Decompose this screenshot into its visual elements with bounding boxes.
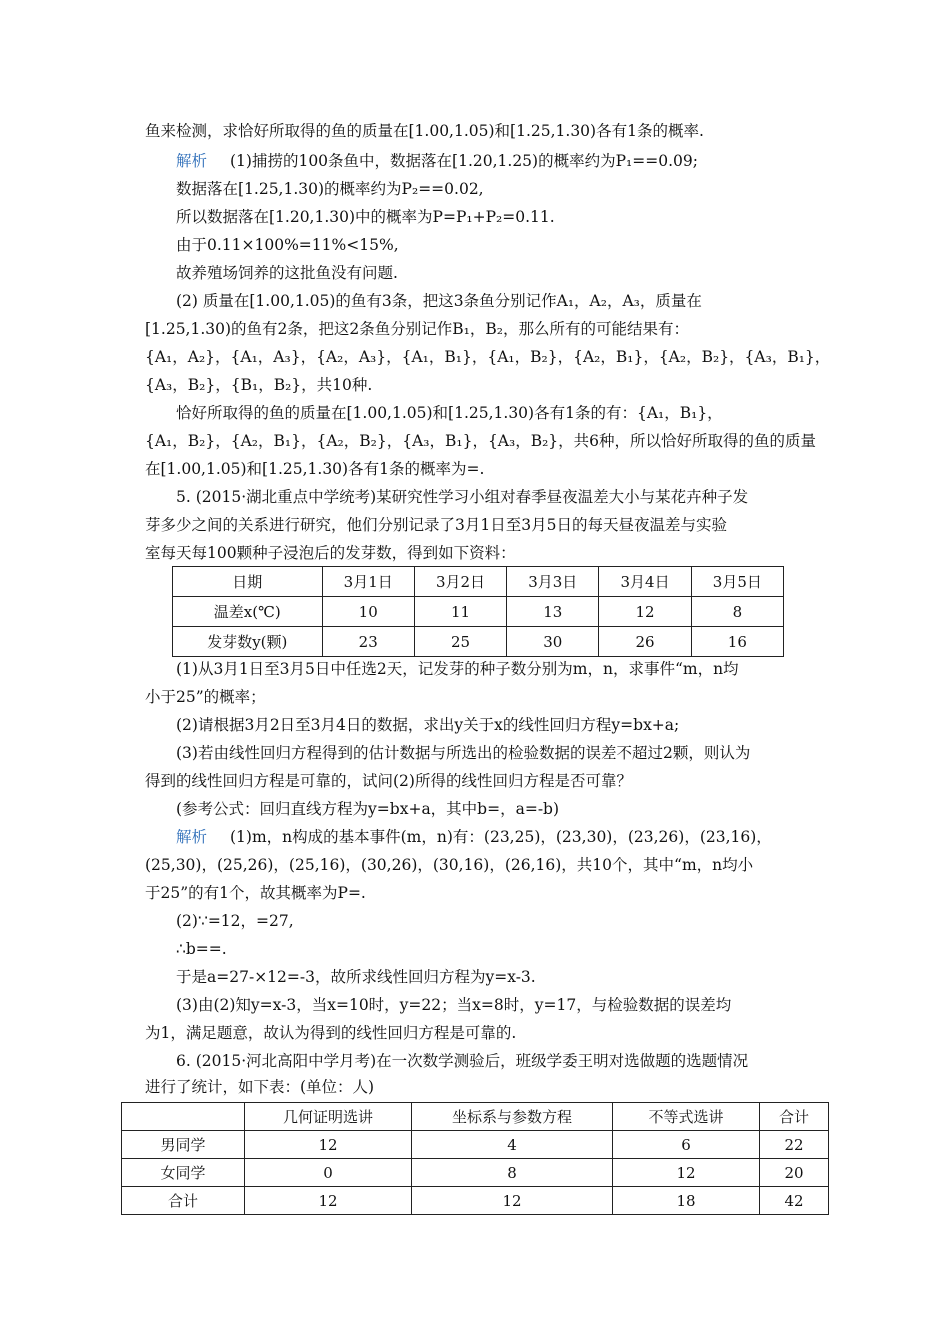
text-line: (2)∵=12，=27,: [176, 912, 294, 930]
table-cell: 3月5日: [691, 567, 783, 597]
text-line: (3)若由线性回归方程得到的估计数据与所选出的检验数据的误差不超过2颗，则认为: [176, 744, 751, 762]
table-cell: 10: [322, 597, 414, 627]
table-cell: 11: [414, 597, 506, 627]
text-line: 恰好所取得的鱼的质量在[1.00,1.05)和[1.25,1.30)各有1条的有：{A₁，B₁}，: [176, 404, 723, 422]
table-cell: 男同学: [122, 1131, 245, 1159]
analysis-keyword: 解析: [176, 828, 208, 846]
table-cell: 12: [613, 1159, 760, 1187]
table-cell: 16: [691, 627, 783, 657]
table-cell: 6: [613, 1131, 760, 1159]
analysis-label: [176, 826, 207, 848]
analysis-label: [176, 150, 207, 172]
table-cell: 3月1日: [322, 567, 414, 597]
text-line: 在[1.00,1.05)和[1.25,1.30)各有1条的概率为=.: [145, 460, 485, 478]
table-cell: 合计: [760, 1103, 829, 1131]
table-cell: [122, 1103, 245, 1131]
text-line: (2) 质量在[1.00,1.05)的鱼有3条，把这3条鱼分别记作A₁，A₂，A₃，质量在: [176, 292, 702, 310]
table-cell: 女同学: [122, 1159, 245, 1187]
table-cell: 3月4日: [599, 567, 691, 597]
table-row: [122, 1131, 829, 1159]
problem-5-line: 5. (2015·湖北重点中学统考)某研究性学习小组对春季昼夜温差大小与某花卉种子发: [176, 488, 749, 506]
table-cell: 26: [599, 627, 691, 657]
text-line: 室每天每100颗种子浸泡后的发芽数，得到如下资料：: [145, 544, 516, 562]
analysis-keyword: 解析: [176, 152, 208, 170]
text-line: (3)由(2)知y=x-3，当x=10时，y=22；当x=8时，y=17，与检验数据的误差均: [176, 996, 732, 1014]
table-cell: 12: [245, 1187, 412, 1215]
text-line: {A₃，B₂}，{B₁，B₂}，共10种.: [145, 376, 373, 394]
text-line: (1)m，n构成的基本事件(m，n)有：(23,25)，(23,30)，(23,26)，(23,16)，: [230, 828, 772, 846]
text-line: 鱼来检测，求恰好所取得的鱼的质量在[1.00,1.05)和[1.25,1.30)各有1条的概率.: [145, 122, 704, 140]
table-cell: 4: [412, 1131, 613, 1159]
table-cell: 18: [613, 1187, 760, 1215]
text-line: 芽多少之间的关系进行研究，他们分别记录了3月1日至3月5日的每天昼夜温差与实验: [145, 516, 727, 534]
table-cell: 不等式选讲: [613, 1103, 760, 1131]
table-cell: 23: [322, 627, 414, 657]
problem-6-line: 6. (2015·河北高阳中学月考)在一次数学测验后，班级学委王明对选做题的选题情况: [176, 1052, 749, 1070]
table-cell: 12: [412, 1187, 613, 1215]
text-line: (2)请根据3月2日至3月4日的数据，求出y关于x的线性回归方程y=bx+a;: [176, 716, 680, 734]
text-line: 数据落在[1.25,1.30)的概率约为P₂==0.02,: [176, 180, 484, 198]
table-cell: 3月2日: [414, 567, 506, 597]
table-row: [122, 1103, 829, 1131]
table-cell: 12: [245, 1131, 412, 1159]
table-cell: 坐标系与参数方程: [412, 1103, 613, 1131]
table-cell: 8: [412, 1159, 613, 1187]
text-line: 由于0.11×100%=11%<15%,: [176, 236, 399, 254]
text-line: {A₁，B₂}，{A₂，B₁}，{A₂，B₂}，{A₃，B₁}，{A₃，B₂}，共6种，所以恰好所取得的鱼的质量: [145, 432, 817, 450]
table-cell: 合计: [122, 1187, 245, 1215]
table-cell: 发芽数y(颗): [173, 627, 323, 657]
table-cell: 20: [760, 1159, 829, 1187]
germination-table: [172, 566, 784, 657]
table-row: [173, 627, 784, 657]
elective-stats-table: [121, 1102, 829, 1215]
table-cell: 日期: [173, 567, 323, 597]
table-cell: 8: [691, 597, 783, 627]
text-line: [1.25,1.30)的鱼有2条，把这2条鱼分别记作B₁，B₂，那么所有的可能结果有：: [145, 320, 689, 338]
table-cell: 0: [245, 1159, 412, 1187]
text-line: (25,30)，(25,26)，(25,16)，(30,26)，(30,16)，(26,16)，共10个，其中“m，n均小: [145, 856, 754, 874]
text-line: 故养殖场饲养的这批鱼没有问题.: [176, 264, 398, 282]
table-row: [173, 567, 784, 597]
text-line: 于25”的有1个，故其概率为P=.: [145, 884, 366, 902]
text-line: {A₁，A₂}，{A₁，A₃}，{A₂，A₃}，{A₁，B₁}，{A₁，B₂}，{A₂，B₁}，{A₂，B₂}，{A₃，B₁}，: [145, 348, 831, 366]
text-line: 小于25”的概率；: [145, 688, 266, 706]
text-line: (1)捕捞的100条鱼中，数据落在[1.20,1.25)的概率约为P₁==0.09;: [230, 152, 698, 170]
text-line: 得到的线性回归方程是可靠的，试问(2)所得的线性回归方程是否可靠？: [145, 772, 632, 790]
table-cell: 25: [414, 627, 506, 657]
table-cell: 3月3日: [507, 567, 599, 597]
table-cell: 几何证明选讲: [245, 1103, 412, 1131]
text-line: (参考公式：回归直线方程为y=bx+a，其中b=，a=-b): [176, 800, 560, 818]
table-cell: 30: [507, 627, 599, 657]
table-cell: 22: [760, 1131, 829, 1159]
text-line: 为1，满足题意，故认为得到的线性回归方程是可靠的.: [145, 1024, 517, 1042]
text-line: 于是a=27-×12=-3，故所求线性回归方程为y=x-3.: [176, 968, 536, 986]
text-line: 进行了统计，如下表：(单位：人): [145, 1078, 375, 1096]
table-row: [122, 1187, 829, 1215]
text-line: ∴b==.: [176, 940, 227, 958]
table-cell: 42: [760, 1187, 829, 1215]
table-cell: 12: [599, 597, 691, 627]
table-row: [122, 1159, 829, 1187]
text-line: 所以数据落在[1.20,1.30)中的概率为P=P₁+P₂=0.11.: [176, 208, 555, 226]
text-line: (1)从3月1日至3月5日中任选2天，记发芽的种子数分别为m，n，求事件“m，n均: [176, 660, 739, 678]
table-cell: 13: [507, 597, 599, 627]
table-cell: 温差x(℃): [173, 597, 323, 627]
table-row: [173, 597, 784, 627]
